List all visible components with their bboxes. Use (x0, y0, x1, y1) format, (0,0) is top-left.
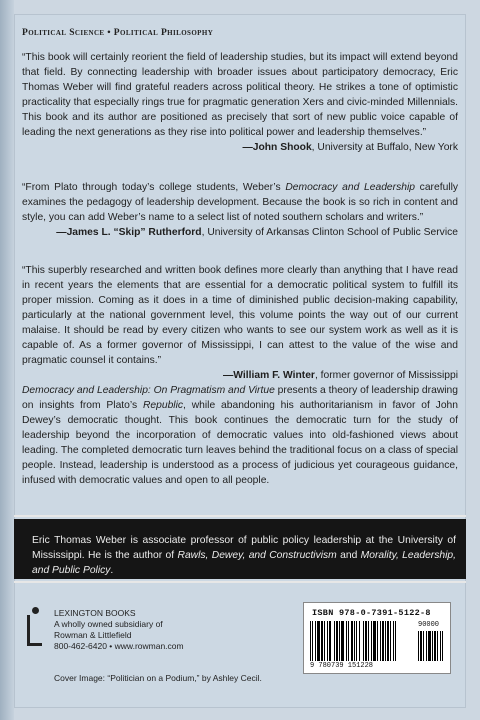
quote-block-3 (22, 263, 458, 383)
quote-text-1: “This book will certainly reorient the field of leadership studies, but its impact will extend beyond that field. By connecting leadership with broader issues about participatory democracy, Eric Thomas Weber will find grateful readers across political theory. He strikes a tone of optimistic practicality that especially rings true for pragmatic generation Xers and civic-minded Millennials. This book and its author are positioned as precisely that sort of new public voice capable of leading the next generations as they rise into political power and leadership themselves.” (22, 52, 458, 138)
publisher-logo-icon (26, 606, 42, 646)
author-bio-end: . (110, 565, 114, 576)
publisher-line-3: Rowman & Littlefield (54, 630, 132, 640)
author-bio (32, 533, 456, 578)
author-bio-and: and (336, 550, 361, 561)
quote-block-1 (22, 50, 458, 155)
author-book-2: Morality, Leadership, and Public Policy (32, 550, 456, 576)
quote-attribution-3 (22, 368, 458, 383)
publisher-name: LEXINGTON BOOKS (54, 608, 136, 618)
author-bio-band (14, 519, 466, 579)
quote-author-3: —William F. Winter (223, 370, 315, 381)
quote-block-2 (22, 180, 458, 240)
quote-author-2: —James L. “Skip” Rutherford (56, 227, 202, 238)
quote-2-lead: “From Plato through today’s college students, Weber’s (22, 182, 286, 193)
quote-text-3: “This superbly researched and written book defines more clearly than anything that I have read in recent years the elements that are essential for a democratic political system to fulfill its proper mission. Coming as it does in a time of diminished public decision-making capability, particularly at the national government level, this volume points the way out of our current malaise. It should be read by every citizen who wants to see our system work as well as it is capable of. As a former governor of Mississippi, I can attest to the value of the wise and pragmatic counsel it contains.” (22, 265, 458, 366)
barcode-number: 9 780739 151228 (310, 662, 374, 670)
publisher-contact: 800-462-6420 • www.rowman.com (54, 641, 184, 651)
price-barcode-bars (418, 631, 444, 661)
quote-text-2 (22, 180, 458, 225)
quote-attribution-1 (22, 140, 458, 155)
spine-shadow (0, 0, 14, 720)
quote-affiliation-3: , former governor of Mississippi (314, 370, 458, 381)
quote-affiliation-2: , University of Arkansas Clinton School of Public Service (201, 227, 458, 238)
book-description (22, 383, 458, 488)
quote-author-1: —John Shook (242, 142, 312, 153)
author-band-bottom-line (14, 581, 466, 583)
quote-affiliation-1: , University at Buffalo, New York (311, 142, 458, 153)
price-code: 90000 (418, 621, 440, 629)
cover-image-credit: Cover Image: “Politician on a Podium,” by Ashley Cecil. (54, 673, 262, 683)
book-title: Democracy and Leadership: On Pragmatism and Virtue (22, 385, 275, 396)
publisher-area (14, 590, 466, 708)
republic-title: Republic (142, 400, 184, 411)
publisher-info (54, 608, 184, 652)
isbn-label: ISBN 978-0-7391-5122-8 (312, 608, 431, 618)
author-band-top-line (14, 515, 466, 517)
quote-2-rest: carefully examines the pedagogy of leadership development. Because the book is so rich in content and style, you can add Weber’s name to a select list of noted southern scholars and writers.” (22, 182, 459, 223)
publisher-line-2: A wholly owned subsidiary of (54, 619, 163, 629)
quote-2-book-title: Democracy and Leadership (285, 182, 415, 193)
author-bio-text: Eric Thomas Weber is associate professor of public policy leadership at the University of Mississippi. He is the author of (32, 535, 456, 561)
ean-barcode-bars (310, 621, 414, 661)
description-part-1: presents a theory of leadership drawing on insights from Plato’s (22, 385, 458, 411)
description-part-2: , while abandoning his authoritarianism in favor of John Dewey’s democratic thought. This book continues the democratic turn for the study of leadership beyond the incorporation of democratic values into old-fashioned views about leading. The completed democratic turn leaves behind the traditional focus on a class of special people. Instead, leadership is understood as a process of judicious yet courageous guidance, infused with democratic values and open to all people. (22, 400, 459, 486)
category-label: Political Science • Political Philosophy (22, 28, 214, 38)
barcode (303, 602, 451, 674)
quote-attribution-2 (22, 225, 458, 240)
author-book-1: Rawls, Dewey, and Constructivism (177, 550, 337, 561)
